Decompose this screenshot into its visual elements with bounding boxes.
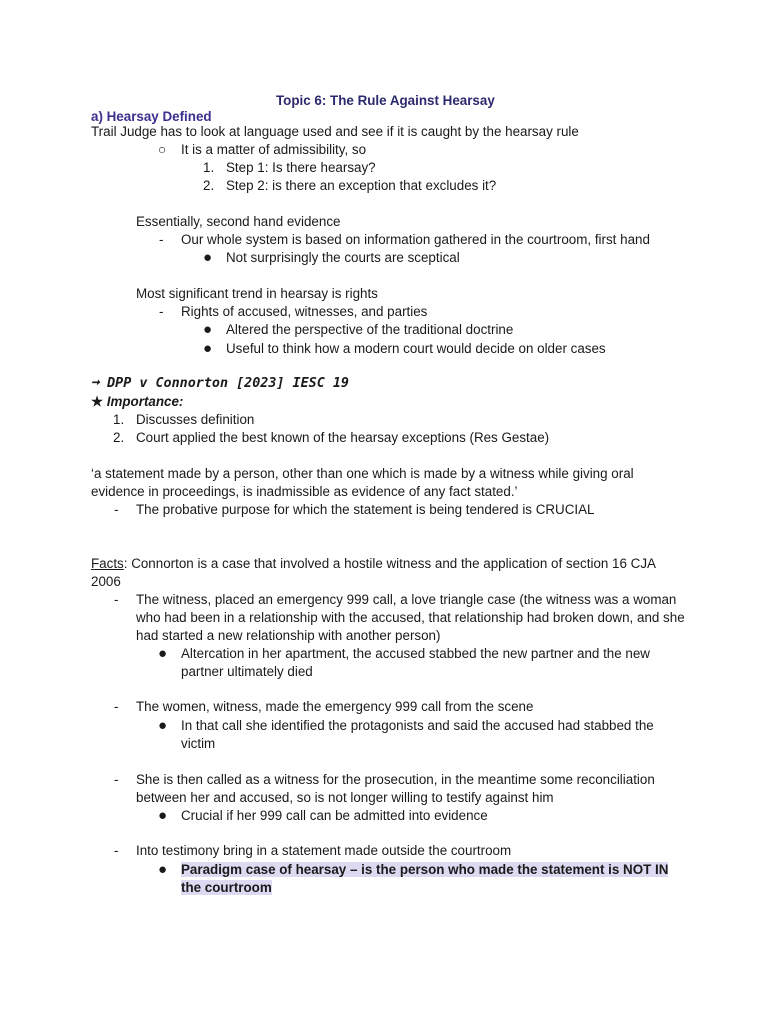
quote: evidence in proceedings, is inadmissible as evidence of any fact stated.’	[91, 484, 518, 499]
list-item: The probative purpose for which the statement is being tendered is CRUCIAL	[136, 502, 595, 517]
case-heading	[91, 375, 349, 393]
list-item-cont: partner ultimately died	[181, 664, 313, 679]
page-title: Topic 6: The Rule Against Hearsay	[276, 93, 495, 108]
dash-marker: -	[114, 592, 119, 607]
bullet-icon: ●	[158, 861, 168, 878]
dash-marker: -	[114, 699, 119, 714]
list-item: Into testimony bring in a statement made outside the courtroom	[136, 843, 512, 858]
list-item-cont: victim	[181, 736, 216, 751]
highlight-line: the courtroom	[181, 880, 272, 895]
list-number: 1.	[203, 160, 215, 175]
dash-marker: -	[114, 772, 119, 787]
list-item: Court applied the best known of the hearsay exceptions (Res Gestae)	[136, 430, 550, 445]
list-item-cont: who had been in a relationship with the accused, that relationship had broken down, and she	[136, 610, 685, 625]
list-item: Rights of accused, witnesses, and parties	[181, 304, 428, 319]
importance-label: Importance:	[106, 394, 184, 409]
list-item: The women, witness, made the emergency 999 call from the scene	[136, 699, 534, 714]
list-number: 2.	[203, 178, 215, 193]
facts-paragraph	[91, 555, 656, 573]
highlight-line: Paradigm case of hearsay – is the person who made the statement is NOT IN	[181, 862, 669, 877]
highlighted-text	[181, 879, 272, 897]
list-item: It is a matter of admissibility, so	[181, 142, 367, 157]
case-name: DPP v Connorton [2023] IESC 19	[107, 376, 349, 391]
list-item: Crucial if her 999 call can be admitted into evidence	[181, 808, 488, 823]
list-item: In that call she identified the protagonists and said the accused had stabbed the	[181, 718, 654, 733]
circle-bullet-icon: ○	[158, 142, 167, 157]
list-item: Useful to think how a modern court would decide on older cases	[226, 341, 606, 356]
dash-marker: -	[114, 502, 119, 517]
list-number: 1.	[113, 412, 125, 427]
list-item: Step 1: Is there hearsay?	[226, 160, 376, 175]
list-item: Altercation in her apartment, the accused stabbed the new partner and the new	[181, 646, 650, 661]
bullet-icon: ●	[203, 249, 213, 266]
paragraph: 2006	[91, 574, 121, 589]
paragraph: Trail Judge has to look at language used and see if it is caught by the hearsay rule	[91, 124, 579, 139]
bullet-icon: ●	[203, 340, 213, 357]
facts-text: : Connorton is a case that involved a hostile witness and the application of section 16 CJA	[123, 556, 656, 571]
dash-marker: -	[159, 304, 164, 319]
bullet-icon: ●	[203, 321, 213, 338]
list-item-cont: between her and accused, so is not longer willing to testify against him	[136, 790, 554, 805]
list-item: Our whole system is based on information gathered in the courtroom, first hand	[181, 232, 650, 247]
dash-marker: -	[159, 232, 164, 247]
section-heading: a) Hearsay Defined	[91, 109, 212, 124]
list-item: Step 2: is there an exception that excludes it?	[226, 178, 497, 193]
paragraph: Essentially, second hand evidence	[136, 214, 341, 229]
list-item: The witness, placed an emergency 999 call, a love triangle case (the witness was a woman	[136, 592, 677, 607]
facts-label: Facts	[91, 556, 124, 571]
highlighted-text	[181, 861, 668, 879]
list-item: She is then called as a witness for the prosecution, in the meantime some reconciliation	[136, 772, 655, 787]
list-item: Not surprisingly the courts are sceptical	[226, 250, 460, 265]
star-icon: ★	[91, 394, 104, 409]
paragraph: Most significant trend in hearsay is rights	[136, 286, 378, 301]
arrow-icon: ➞	[91, 376, 100, 391]
bullet-icon: ●	[158, 717, 168, 734]
dash-marker: -	[114, 843, 119, 858]
importance-heading	[91, 393, 183, 411]
bullet-icon: ●	[158, 807, 168, 824]
list-item-cont: had started a new relationship with another person)	[136, 628, 441, 643]
bullet-icon: ●	[158, 645, 168, 662]
list-item: Altered the perspective of the traditional doctrine	[226, 322, 514, 337]
list-number: 2.	[113, 430, 125, 445]
quote: ‘a statement made by a person, other than one which is made by a witness while giving oral	[91, 466, 634, 481]
list-item: Discusses definition	[136, 412, 255, 427]
